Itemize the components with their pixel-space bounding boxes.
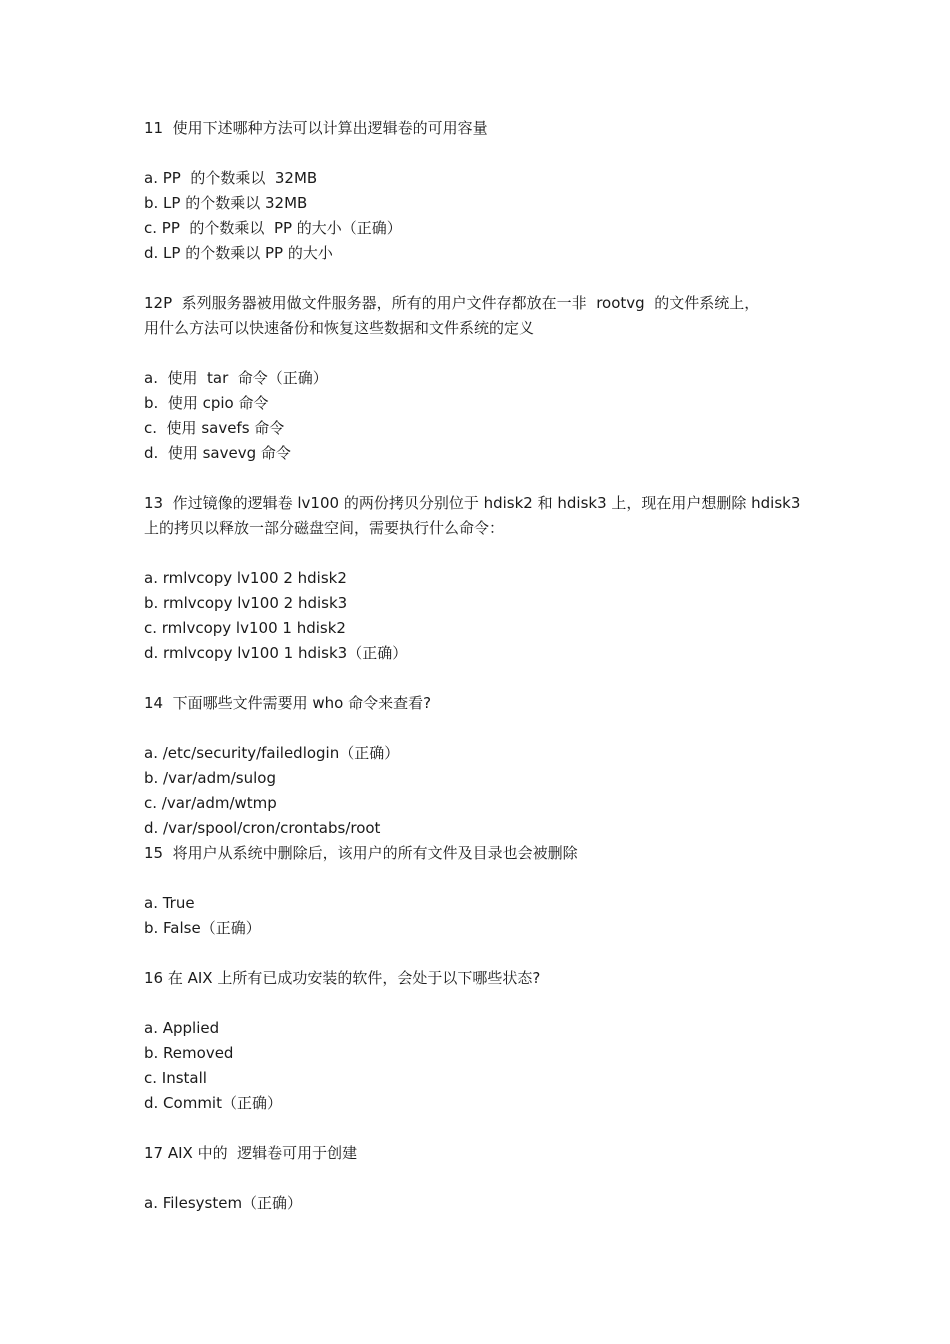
- question-14-option-a: a. /etc/security/failedlogin（正确）: [144, 744, 400, 762]
- question-12-option-d: d. 使用 savevg 命令: [144, 444, 291, 462]
- question-12-text-line-2: 用什么方法可以快速备份和恢复这些数据和文件系统的定义: [144, 319, 535, 337]
- question-17-option-a: a. Filesystem（正确）: [144, 1194, 303, 1212]
- question-16-option-b: b. Removed: [144, 1044, 234, 1062]
- question-12-option-c: c. 使用 savefs 命令: [144, 419, 285, 437]
- question-17-text: 17 AIX 中的 逻辑卷可用于创建: [144, 1144, 358, 1162]
- question-15-text: 15 将用户从系统中删除后，该用户的所有文件及目录也会被删除: [144, 844, 578, 862]
- question-16-option-a: a. Applied: [144, 1019, 220, 1037]
- question-11-text: 11 使用下述哪种方法可以计算出逻辑卷的可用容量: [144, 119, 488, 137]
- question-14-option-b: b. /var/adm/sulog: [144, 769, 276, 787]
- question-11-option-d: d. LP 的个数乘以 PP 的大小: [144, 244, 333, 262]
- question-14-text: 14 下面哪些文件需要用 who 命令来查看?: [144, 694, 432, 712]
- question-16-text: 16 在 AIX 上所有已成功安装的软件，会处于以下哪些状态?: [144, 969, 541, 987]
- question-13-option-b: b. rmlvcopy lv100 2 hdisk3: [144, 594, 348, 612]
- question-11-option-a: a. PP 的个数乘以 32MB: [144, 169, 318, 187]
- question-15-option-a: a. True: [144, 894, 195, 912]
- question-13-text-line-2: 上的拷贝以释放一部分磁盘空间，需要执行什么命令：: [144, 519, 505, 537]
- question-13-option-c: c. rmlvcopy lv100 1 hdisk2: [144, 619, 346, 637]
- question-14-option-c: c. /var/adm/wtmp: [144, 794, 277, 812]
- question-11-option-c: c. PP 的个数乘以 PP 的大小（正确）: [144, 219, 402, 237]
- question-13-option-d: d. rmlvcopy lv100 1 hdisk3（正确）: [144, 644, 408, 662]
- question-list: [144, 116, 824, 1216]
- question-11-option-b: b. LP 的个数乘以 32MB: [144, 194, 308, 212]
- question-16-option-d: d. Commit（正确）: [144, 1094, 282, 1112]
- question-16-option-c: c. Install: [144, 1069, 207, 1087]
- question-12-text-line-1: 12P 系列服务器被用做文件服务器，所有的用户文件存都放在一非 rootvg 的文件系统上，: [144, 294, 760, 312]
- question-13-text-line-1: 13 作过镜像的逻辑卷 lv100 的两份拷贝分别位于 hdisk2 和 hdisk3 上，现在用户想删除 hdisk3: [144, 494, 801, 512]
- question-12-option-a: a. 使用 tar 命令（正确）: [144, 369, 328, 387]
- question-13-option-a: a. rmlvcopy lv100 2 hdisk2: [144, 569, 347, 587]
- question-12-option-b: b. 使用 cpio 命令: [144, 394, 269, 412]
- question-14-option-d: d. /var/spool/cron/crontabs/root: [144, 819, 381, 837]
- question-15-option-b: b. False（正确）: [144, 919, 261, 937]
